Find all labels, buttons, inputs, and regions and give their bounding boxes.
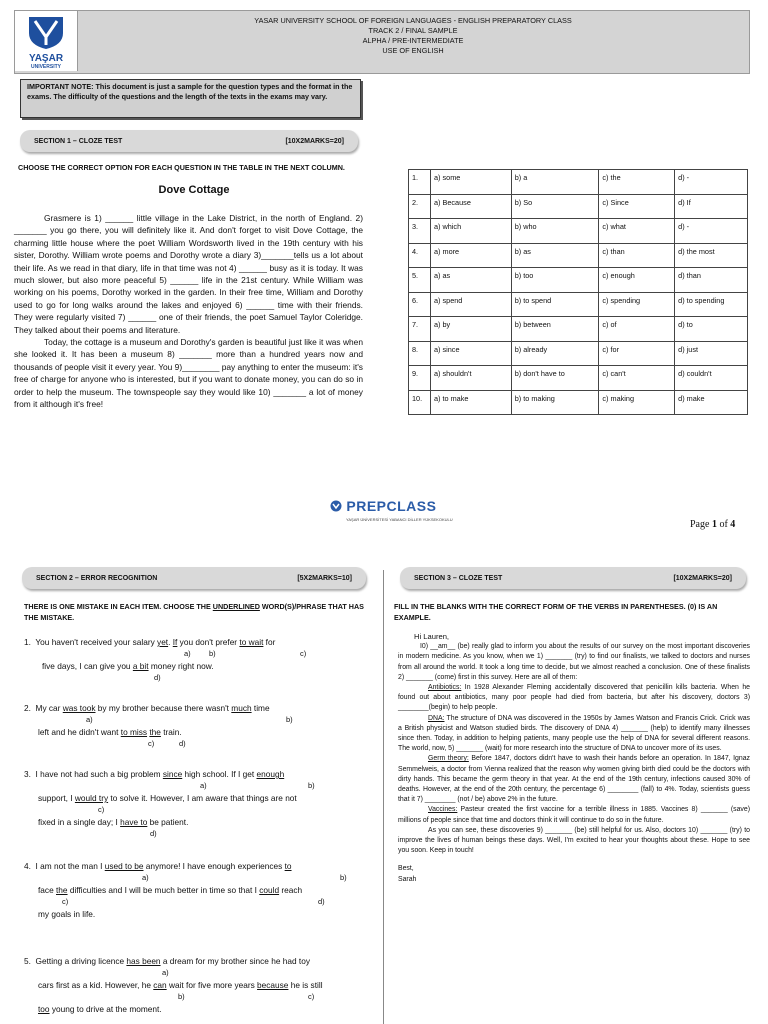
header-line-track: TRACK 2 / FINAL SAMPLE (368, 26, 458, 35)
university-logo (15, 11, 78, 71)
underlined-phrase: the (149, 727, 161, 737)
underlined-phrase: have to (120, 817, 148, 827)
instruction-underlined: UNDERLINED (212, 602, 260, 611)
option-cell: b) already (511, 341, 599, 366)
option-letter-label: a) (200, 781, 207, 790)
option-letter-label: a) (142, 873, 149, 882)
option-cell: c) Since (599, 194, 675, 219)
option-letter-label: b) (286, 715, 293, 724)
option-cell: b) between (511, 317, 599, 342)
option-letter-label: a) (162, 968, 169, 977)
column-divider (383, 570, 384, 1024)
question-number: 3. (409, 219, 431, 244)
option-cell: a) some (430, 170, 511, 195)
option-cell: d) make (675, 390, 748, 415)
option-cell: d) to spending (675, 292, 748, 317)
options-row (409, 170, 748, 195)
options-row (409, 341, 748, 366)
error-item-5: 5. Getting a driving licence has been a dream for my brother since he had toy a) cars first as a kid. However, he can wait for five more years because he is still b) c) too young to drive at the moment. (24, 956, 323, 1014)
page-label: Page (690, 519, 710, 530)
option-cell: c) what (599, 219, 675, 244)
option-cell: b) to making (511, 390, 599, 415)
option-cell: c) than (599, 243, 675, 268)
options-row (409, 390, 748, 415)
options-row (409, 243, 748, 268)
option-cell: d) than (675, 268, 748, 293)
section2-header (22, 567, 366, 589)
option-cell: b) a (511, 170, 599, 195)
important-note: IMPORTANT NOTE: This document is just a sample for the question types and the format in the exams. The difficulty of the questions and the length of the texts in the exams may vary. (20, 79, 361, 118)
option-cell: c) the (599, 170, 675, 195)
header-line-level: ALPHA / PRE-INTERMEDIATE (362, 36, 464, 45)
question-number: 8. (409, 341, 431, 366)
section3-marks: [10X2MARKS=20] (673, 574, 732, 582)
option-cell: c) spending (599, 292, 675, 317)
option-cell: c) enough (599, 268, 675, 293)
option-cell: a) to make (430, 390, 511, 415)
option-cell: a) since (430, 341, 511, 366)
option-cell: c) can't (599, 366, 675, 391)
options-table (408, 169, 748, 415)
section1-instruction: CHOOSE THE CORRECT OPTION FOR EACH QUESTION IN THE TABLE IN THE NEXT COLUMN. (18, 163, 345, 172)
options-row (409, 317, 748, 342)
error-item-3: 3. I have not had such a big problem since high school. If I get enough a) b) support, I would try to solve it. However, I am aware that things are not c) fixed in a single day; I have to be patient. d) (24, 769, 315, 838)
letter-paragraph: As you can see, these discoveries 9) _______ (be) still helpful for us. Also, doctors 10) _______ (try) to improve the lives of human beings these days. Well, I'm excited to hear your thoughts about these. Hope to see you soon. Keep in touch! (398, 826, 750, 855)
underlined-phrase: a bit (132, 661, 149, 671)
topic-label: Antibiotics: (428, 684, 462, 692)
option-letter-label: d) (154, 673, 161, 682)
prepclass-name: PREPCLASS (346, 498, 437, 514)
page-number (690, 519, 735, 530)
instruction-text: THERE IS ONE MISTAKE IN EACH ITEM. CHOOSE THE (24, 602, 213, 611)
letter-paragraph: I0) __am__ (be) really glad to inform you about the results of our survey on the most important discoveries in modern medicine. As you know, when we 1) _______ (try) to find our finalists, we talked to doctors and nurses from all around the world. It took a long time to decide, but we almost reached a conclusion. One of these finalists 2) _______ (come) first in this survey. Here are all of them: (398, 643, 750, 681)
option-cell: b) as (511, 243, 599, 268)
option-cell: d) If (675, 194, 748, 219)
section3-header (400, 567, 746, 589)
underlined-phrase: to wait (239, 637, 264, 647)
letter-signature: Sarah (398, 875, 417, 883)
options-row (409, 292, 748, 317)
option-letter-label: b) (308, 781, 315, 790)
letter-greeting: Hi Lauren, (414, 632, 450, 641)
underlined-phrase: because (257, 980, 289, 990)
option-cell: b) don't have to (511, 366, 599, 391)
passage-paragraph: Today, the cottage is a museum and Dorothy's garden is beautiful just like it was when she looked it. It has been a museum 8) _______ more than a hundred years now and thousands of people visit it every year. You 9)________ pay anything to enter the museum: it's free of charge for anyone who is interested, but if you want to donate money, you can do so in order to help the museum. The townspeople say they would like 10) _______ a lot of money from it although it's free! (14, 337, 363, 410)
section1-title: SECTION 1 – CLOZE TEST (34, 137, 123, 145)
underlined-phrase: yet (157, 637, 169, 647)
header-line-subject: USE OF ENGLISH (382, 46, 444, 55)
option-letter-label: b) (340, 873, 347, 882)
page-total: 4 (730, 519, 736, 530)
prepclass-logo (330, 498, 436, 514)
option-cell: b) to spend (511, 292, 599, 317)
underlined-phrase: enough (256, 769, 285, 779)
section1-header (20, 130, 358, 152)
option-cell: b) too (511, 268, 599, 293)
options-row (409, 366, 748, 391)
question-number: 1. (409, 170, 431, 195)
topic-label: Germ theory: (428, 755, 469, 763)
instruction-text: WORD(S)/PHRASE THAT HAS THE MISTAKE. (24, 602, 364, 622)
option-letter-label: a) (184, 649, 191, 658)
option-letter-label: b) (209, 649, 216, 658)
underlined-phrase: was took (62, 703, 96, 713)
topic-label: DNA: (428, 714, 445, 722)
option-cell: a) more (430, 243, 511, 268)
question-number: 5. (409, 268, 431, 293)
option-cell: a) as (430, 268, 511, 293)
item-number: 1. (24, 637, 31, 647)
underlined-phrase: would try (74, 793, 109, 803)
question-number: 6. (409, 292, 431, 317)
passage-paragraph: Grasmere is 1) ______ little village in the Lake District, in the north of England. 2) _______ you go there, you will definitely like it. And don't forget to visit Dove Cottage, the charming little house where the poet William Wordsworth lived in the 19th century with his sister, Dorothy. William wrote poems and Dorothy wrote a diary 3)_______tells us a lot about their life. As we read in that diary, life in that time was not 4) ______ busy as it is today. It was much slower, but also more peaceful 5) ______ life in the 21st century. While William was working on his poems, Dorothy worked in the garden. In their free time, William and Dorothy used to go for long walks around the lakes and enjoyed 6) ______ time with their friends. They were regularly visited 7) ______ one of their friends, the poet Samuel Taylor Coleridge. They talked about their poems and literature. (14, 213, 363, 335)
error-item-4: 4. I am not the man I used to be anymore! I have enough experiences to a) b) face the difficulties and I will be much better in time so that I could reach c) d) my goals in life. (24, 861, 347, 919)
option-cell: b) who (511, 219, 599, 244)
option-cell: a) which (430, 219, 511, 244)
option-letter-label: a) (86, 715, 93, 724)
error-item-1: 1. You haven't received your salary yet. If you don't prefer to wait for a) b) c) five days, I can give you a bit money right now. d) (24, 637, 307, 682)
option-cell: a) by (430, 317, 511, 342)
underlined-phrase: the (56, 885, 68, 895)
logo-subtext: UNIVERSITY (30, 64, 62, 70)
options-row (409, 219, 748, 244)
option-cell: d) the most (675, 243, 748, 268)
option-cell: a) Because (430, 194, 511, 219)
option-cell: a) shouldn't (430, 366, 511, 391)
underlined-phrase: too (38, 1004, 50, 1014)
question-number: 7. (409, 317, 431, 342)
section1-marks: [10X2MARKS=20] (285, 137, 344, 145)
letter-paragraph: In 1928 Alexander Fleming accidentally discovered that penicillin kills bacteria. When he found out about antibiotics, many poor people had died from bacteria, but after his discovery, doctors 3) ________(begin) to help people. (398, 684, 750, 712)
section2-marks: [5X2MARKS=10] (297, 574, 352, 582)
prepclass-subtitle: YAŞAR ÜNİVERSİTESİ YABANCI DİLLER YÜKSEKOKULU (346, 517, 453, 522)
header-text (78, 16, 748, 56)
section2-title: SECTION 2 – ERROR RECOGNITION (36, 574, 158, 582)
question-number: 10. (409, 390, 431, 415)
letter-text (398, 632, 750, 885)
option-letter-label: c) (62, 897, 69, 906)
error-item-2: 2. My car was took by my brother because there wasn't much time a) b) left and he didn't want to miss the train. c) d) (24, 703, 293, 748)
option-cell: c) making (599, 390, 675, 415)
option-letter-label: d) (150, 829, 157, 838)
option-letter-label: c) (308, 992, 315, 1001)
option-letter-label: c) (98, 805, 105, 814)
underlined-phrase: to (284, 861, 292, 871)
option-cell: d) couldn't (675, 366, 748, 391)
option-cell: c) for (599, 341, 675, 366)
letter-closing: Best, (398, 865, 414, 873)
passage-text (14, 212, 363, 411)
letter-paragraph: Pasteur created the first vaccine for a terrible illness in 1885. Vaccines 8) _______ (save) millions of people since that time and doctors think it will continue to do so in the future. (398, 806, 750, 824)
option-cell: a) spend (430, 292, 511, 317)
underlined-phrase: can (153, 980, 167, 990)
underlined-phrase: much (231, 703, 252, 713)
option-cell: d) - (675, 219, 748, 244)
option-letter-label: d) (318, 897, 325, 906)
underlined-phrase: has been (126, 956, 161, 966)
question-number: 9. (409, 366, 431, 391)
underlined-phrase: could (259, 885, 280, 895)
underlined-phrase: used to be (104, 861, 144, 871)
question-number: 4. (409, 243, 431, 268)
option-letter-label: c) (300, 649, 307, 658)
option-letter-label: d) (179, 739, 186, 748)
logo-text: YAŞAR (28, 53, 64, 64)
underlined-phrase: to miss (120, 727, 148, 737)
option-cell: d) just (675, 341, 748, 366)
section3-title: SECTION 3 – CLOZE TEST (414, 574, 503, 582)
section2-instruction (24, 601, 370, 623)
section3-instruction: FILL IN THE BLANKS WITH THE CORRECT FORM OF THE VERBS IN PARENTHESES. (0) IS AN EXAMPLE. (394, 602, 718, 622)
options-row (409, 268, 748, 293)
question-number: 2. (409, 194, 431, 219)
page-of: of (719, 519, 728, 530)
letter-paragraph: The structure of DNA was discovered in the 1950s by James Watson and Francis Crick. Crick was a British physicist and Watson studied birds. The discovery of DNA 4) _______ (help) to identify many illnesses since then. Today, in addition to helping patients, many people use the help of DNA for several different reasons. The world, now, 5) _______ (wait) for more research into the structure of DNA to uncover more of its uses. (398, 714, 750, 753)
underlined-phrase: since (162, 769, 183, 779)
option-cell: b) So (511, 194, 599, 219)
underlined-phrase: If (172, 637, 178, 647)
option-cell: d) to (675, 317, 748, 342)
passage-title: Dove Cottage (158, 184, 230, 196)
option-cell: d) - (675, 170, 748, 195)
topic-label: Vaccines: (428, 806, 458, 814)
header-line-school: YASAR UNIVERSITY SCHOOL OF FOREIGN LANGUAGES - ENGLISH PREPARATORY CLASS (254, 16, 572, 25)
page-current: 1 (711, 519, 717, 530)
options-row (409, 194, 748, 219)
option-cell: c) of (599, 317, 675, 342)
option-letter-label: c) (148, 739, 155, 748)
letter-paragraph: Before 1847, doctors didn't have to wash their hands before an operation. In 1847, Ignaz Semmelweis, a doctor from Vienna realized that the reason why women giving birth died could be the doctors with dirty hands. This became the germ theory in that year. At the end of the 19th century, infections caused 30% of deaths. However, at the end of the 20th century, the percentage 6) ________ (fall) to 4%. Today, scientists guess that it 7) ________ (not / be) above 2% in the future. (398, 755, 750, 804)
option-letter-label: b) (178, 992, 185, 1001)
